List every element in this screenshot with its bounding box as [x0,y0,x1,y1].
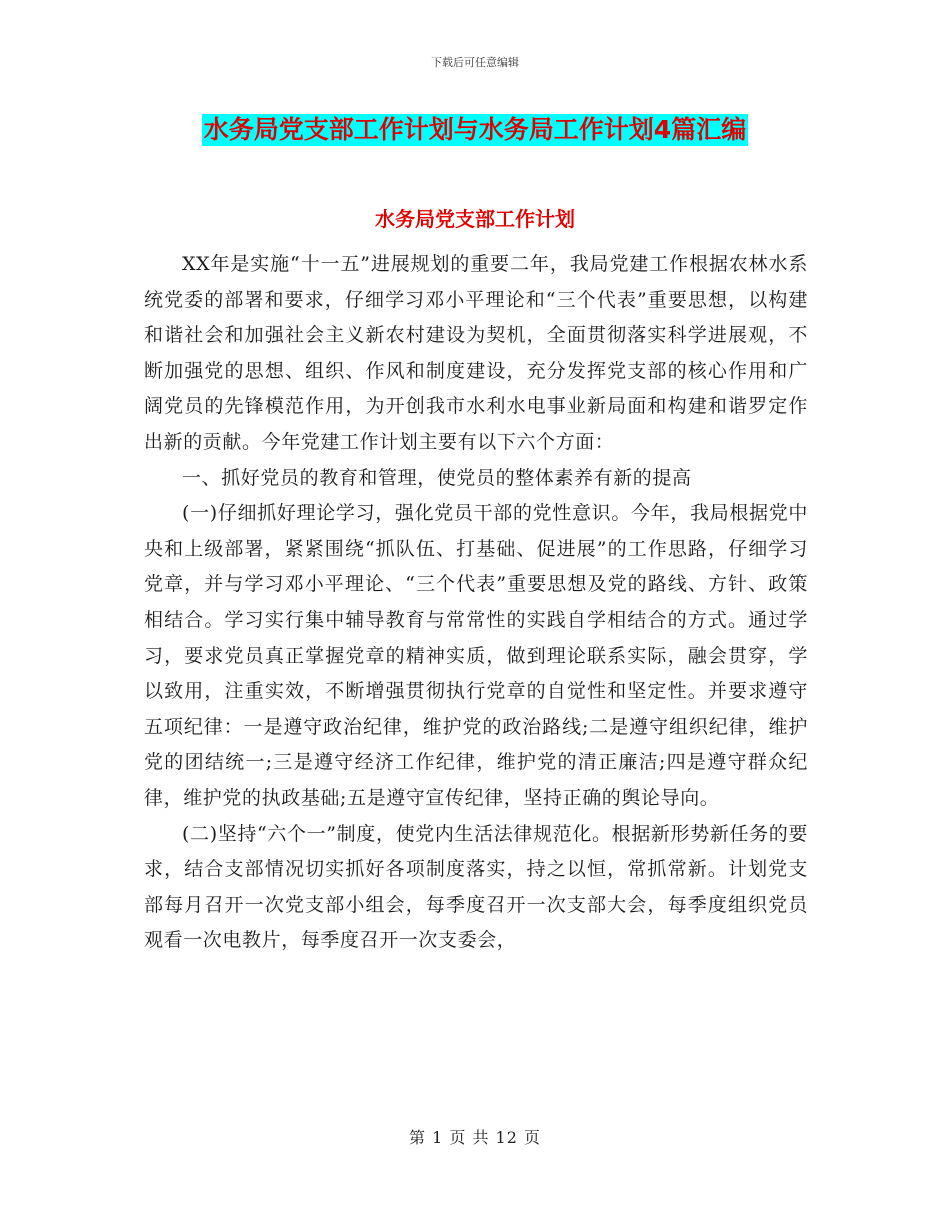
main-title: 水务局党支部工作计划与水务局工作计划4篇汇编 [203,115,747,144]
paragraph-item-2: (二)坚持“六个一”制度，使党内生活法律规范化。根据新形势新任务的要求，结合支部情况切实抓好各项制度落实，持之以恒，常抓常新。计划党支部每月召开一次党支部小组会，每季度召开一次支部大会，每季度组织党员观看一次电教片，每季度召开一次支委会， [144,822,808,952]
main-title-container [0,114,950,146]
paragraph-heading-1: 一、抓好党员的教育和管理，使党员的整体素养有新的提高 [182,466,692,489]
page-footer: 第 1 页 共 12 页 [409,1128,541,1147]
document-body [144,247,808,959]
section-title: 水务局党支部工作计划 [375,207,575,231]
paragraph-intro: XX年是实施“十一五”进展规划的重要二年，我局党建工作根据农林水系统党委的部署和要求，仔细学习邓小平理论和“三个代表”重要思想，以构建和谐社会和加强社会主义新农村建设为契机，全面贯彻落实科学进展观，不断加强党的思想、组织、作风和制度建设，充分发挥党支部的核心作用和广阔党员的先锋模范作用，为开创我市水利水电事业新局面和构建和谐罗定作出新的贡献。今年党建工作计划主要有以下六个方面： [144,253,808,453]
header-note: 下载后可任意编辑 [431,56,519,69]
paragraph-item-1: (一)仔细抓好理论学习，强化党员干部的党性意识。今年，我局根据党中央和上级部署，紧紧围绕“抓队伍、打基础、促进展”的工作思路，仔细学习党章，并与学习邓小平理论、“三个代表”重要思想及党的路线、方针、政策相结合。学习实行集中辅导教育与常常性的实践自学相结合的方式。通过学习，要求党员真正掌握党章的精神实质，做到理论联系实际，融会贯穿，学以致用，注重实效，不断增强贯彻执行党章的自觉性和坚定性。并要求遵守五项纪律：一是遵守政治纪律，维护党的政治路线;二是遵守组织纪律，维护党的团结统一;三是遵守经济工作纪律，维护党的清正廉洁;四是遵守群众纪律，维护党的执政基础;五是遵守宣传纪律，坚持正确的舆论导向。 [144,502,808,809]
